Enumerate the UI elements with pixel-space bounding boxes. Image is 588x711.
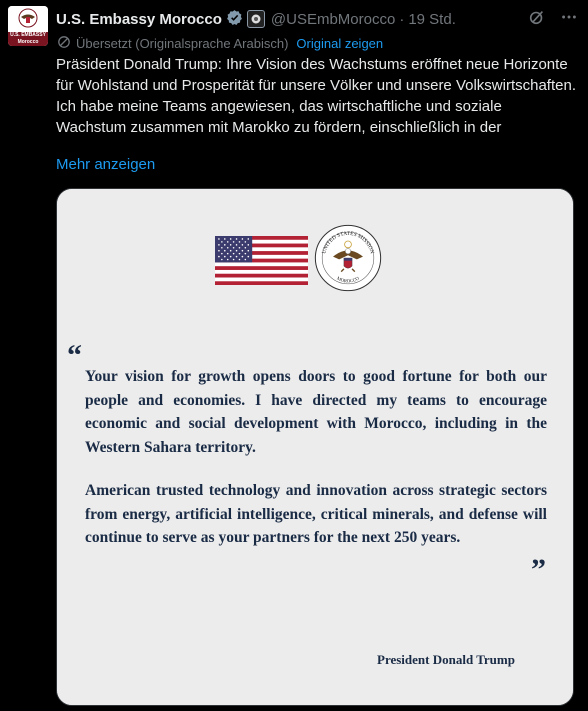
show-more-link[interactable]: Mehr anzeigen — [56, 156, 156, 173]
translation-label: Übersetzt (Originalsprache Arabisch) — [76, 36, 289, 51]
affiliation-badge-icon[interactable] — [247, 10, 265, 28]
timestamp[interactable]: 19 Std. — [408, 10, 456, 28]
display-name[interactable]: U.S. Embassy Morocco — [56, 10, 222, 28]
avatar-label-bottom: Morocco — [17, 39, 39, 45]
grok-icon[interactable] — [528, 8, 546, 30]
statement-image — [57, 189, 573, 705]
tweet-text: Präsident Donald Trump: Ihre Vision des Wachstums eröffnet neue Horizonte für Wohlstand und Prosperität für unsere Völker und unsere Volkswirtschaften. Ich habe meine Teams angewiesen, das wirtschaftliche und soziale Wachstum zusammen mit Marokko zu fördern, einschließlich in der — [56, 56, 576, 136]
show-original-link[interactable]: Original zeigen — [296, 36, 384, 51]
separator-dot: · — [399, 10, 405, 28]
tweet-header — [56, 8, 578, 30]
quote-paragraph-1: Your vision for growth opens doors to good fortune for both our people and economies. I have directed my teams to encourage economic and social development with Morocco, including in the Western Sahara territory. — [85, 368, 547, 456]
seal-top-text: UNITED STATES MISSION — [321, 230, 375, 255]
more-options-icon[interactable] — [560, 8, 578, 30]
close-quote-mark: ” — [531, 553, 546, 586]
us-flag-icon — [215, 236, 308, 285]
handle[interactable]: @USEmbMorocco — [270, 10, 396, 28]
eagle-seal-icon — [18, 8, 38, 28]
statement-quote — [85, 365, 547, 570]
tweet-image[interactable] — [56, 188, 574, 706]
signature: President Donald Trump — [377, 652, 515, 667]
quote-paragraph-2: American trusted technology and innovation across strategic sectors from energy, artificial intelligence, critical minerals, and defense will continue to serve as your partners for the next 250 years. — [85, 482, 547, 546]
verified-badge-icon[interactable] — [226, 9, 243, 30]
seal-bottom-text: MOROCCO — [335, 276, 361, 285]
translation-notice — [56, 34, 383, 53]
us-mission-seal-icon — [314, 224, 382, 292]
open-quote-mark: “ — [67, 339, 82, 372]
translate-icon — [56, 34, 72, 53]
avatar-label-top: U.S. EMBASSY — [10, 32, 46, 38]
avatar[interactable] — [8, 6, 48, 46]
